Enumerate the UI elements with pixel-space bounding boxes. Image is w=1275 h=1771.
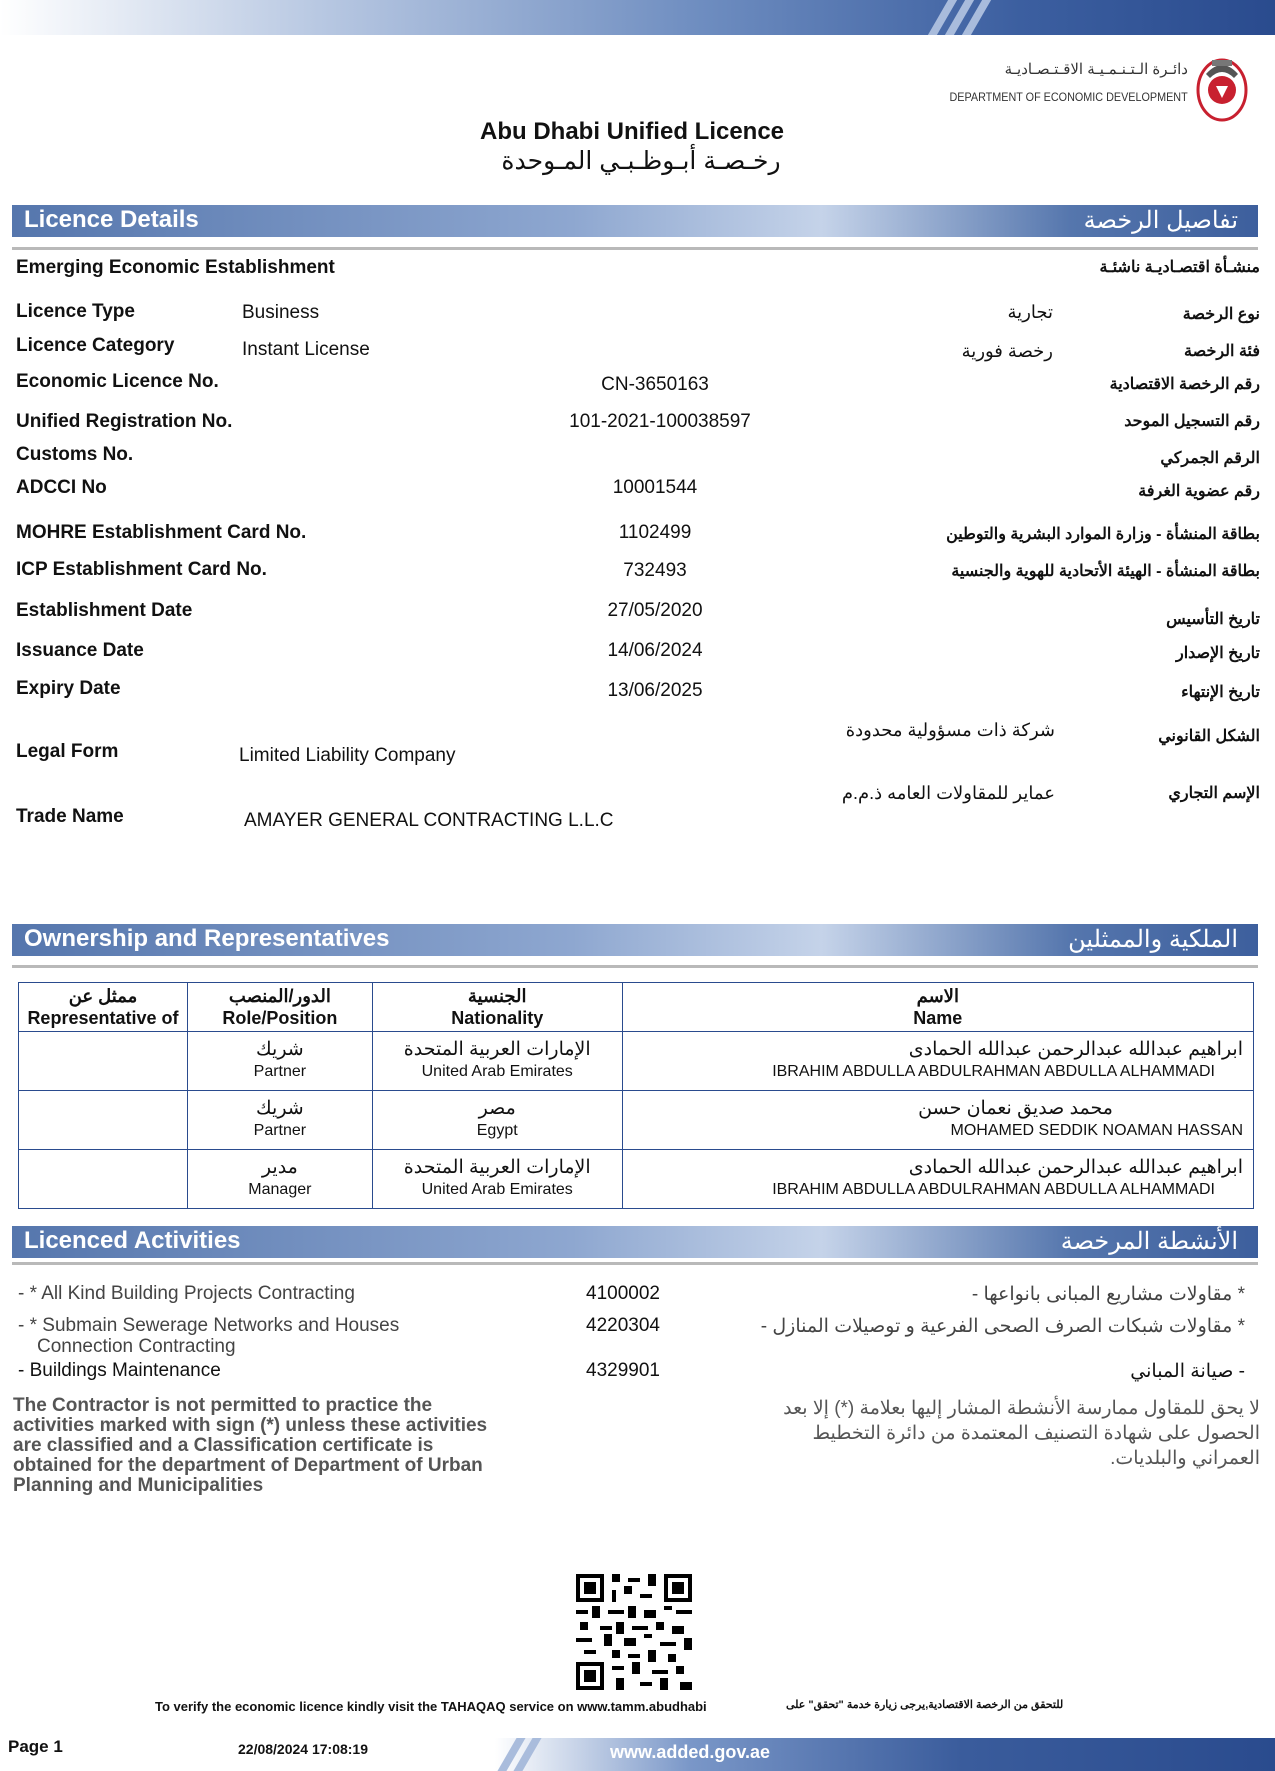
print-datetime: 22/08/2024 17:08:19	[238, 1741, 368, 1757]
issuance-date-value: 14/06/2024	[607, 640, 703, 661]
establishment-type-ar: منشـأة اقتصـاديـة ناشئـة	[1099, 259, 1260, 276]
nationality-ar: الإمارات العربية المتحدة	[403, 1157, 591, 1178]
verify-text-en: To verify the economic licence kindly visit the TAHAQAQ service on www.tamm.abudhabi	[155, 1699, 707, 1714]
website-link[interactable]: www.added.gov.ae	[610, 1742, 771, 1762]
icp-card-no-label-ar: بطاقة المنشأة - الهيئة الأتحادية للهوية والجنسية	[951, 563, 1260, 580]
section-title-ar: تفاصيل الرخصة	[1083, 207, 1238, 234]
representative-cell	[19, 1091, 188, 1150]
activity-code: 4329901	[586, 1360, 660, 1381]
mohre-card-no-label: MOHRE Establishment Card No.	[16, 522, 307, 543]
trade-name-label-ar: الإسم التجاري	[1168, 785, 1260, 802]
name-cell	[622, 1091, 1253, 1150]
mohre-card-no-label-ar: بطاقة المنشأة - وزارة الموارد البشرية والتوطين	[946, 526, 1260, 543]
contractor-note-en: The Contractor is not permitted to practice the activities marked with sign (*) unless these activities are classified and a Classification certificate is obtained for the department of Department of Urban Planning and Municipalities	[13, 1395, 488, 1496]
licence-type-label-ar: نوع الرخصة	[1182, 306, 1260, 323]
name-ar: ابراهيم عبدالله عبدالرحمن عبدالله الحمادى	[908, 1157, 1243, 1178]
table-row	[19, 1150, 1254, 1209]
establishment-date-label-ar: تاريخ التأسيس	[1166, 611, 1260, 628]
footer-banner	[495, 1738, 1275, 1771]
licence-type-value: Business	[242, 302, 320, 323]
name-en: IBRAHIM ABDULLA ABDULRAHMAN ABDULLA ALHAMMADI	[772, 1063, 1215, 1080]
section-title-en: Licenced Activities	[24, 1227, 241, 1254]
issuance-date-label: Issuance Date	[16, 640, 144, 661]
mohre-card-no-value: 1102499	[618, 522, 692, 543]
section-title-en: Ownership and Representatives	[24, 925, 390, 952]
department-logo	[950, 52, 1260, 127]
role-cell	[187, 1150, 372, 1209]
legal-form-value: Limited Liability Company	[239, 745, 456, 766]
column-header	[372, 983, 622, 1032]
establishment-date-value: 27/05/2020	[607, 600, 703, 621]
page-number: Page 1	[8, 1737, 63, 1756]
column-header	[19, 983, 188, 1032]
unified-registration-no-label: Unified Registration No.	[16, 411, 233, 432]
economic-licence-no-value: CN-3650163	[601, 374, 709, 395]
table-row	[19, 1091, 1254, 1150]
expiry-date-value: 13/06/2025	[607, 680, 703, 701]
name-ar: ابراهيم عبدالله عبدالرحمن عبدالله الحمادى	[908, 1039, 1243, 1060]
section-title-en: Licence Details	[24, 206, 199, 233]
divider	[12, 1262, 1258, 1265]
icp-card-no-value: 732493	[623, 560, 687, 581]
column-header	[622, 983, 1253, 1032]
document-title-ar: رخـصـة أبـوظـبـي المـوحدة	[501, 147, 781, 175]
verify-text-ar: للتحقق من الرخصة الاقتصادية,يرجى زيارة خدمة "تحقق" على	[786, 1699, 1064, 1711]
establishment-date-label: Establishment Date	[16, 600, 193, 621]
column-header	[187, 983, 372, 1032]
economic-licence-no-label: Economic Licence No.	[16, 371, 219, 392]
nationality-cell	[372, 1150, 622, 1209]
customs-no-label: Customs No.	[16, 444, 134, 465]
ownership-table	[18, 982, 1254, 1209]
nationality-ar: الإمارات العربية المتحدة	[403, 1039, 591, 1060]
dept-name-en: DEPARTMENT OF ECONOMIC DEVELOPMENT	[949, 90, 1188, 104]
table-row	[19, 1032, 1254, 1091]
role-ar: شريك	[256, 1039, 304, 1060]
activity-code: 4220304	[586, 1315, 660, 1336]
issuance-date-label-ar: تاريخ الإصدار	[1175, 645, 1260, 662]
column-header-en: Representative of	[27, 1008, 179, 1028]
name-en: MOHAMED SEDDIK NOAMAN HASSAN	[950, 1122, 1243, 1139]
table-header-row	[19, 983, 1254, 1032]
licence-category-value: Instant License	[242, 339, 370, 360]
column-header-en: Role/Position	[222, 1008, 338, 1028]
dept-name-ar: دائـرة الـتـنـمـيـة الاقـتـصـاديـة	[1004, 61, 1188, 78]
nationality-cell	[372, 1091, 622, 1150]
icp-card-no-label: ICP Establishment Card No.	[16, 559, 267, 580]
adcci-no-label-ar: رقم عضوية الغرفة	[1138, 483, 1260, 500]
legal-form-value-ar: شركة ذات مسؤولية محدودة	[845, 720, 1055, 740]
activity-ar: * مقاولات شبكات الصرف الصحى الفرعية و توصيلات المنازل -	[760, 1316, 1245, 1337]
role-en: Partner	[253, 1122, 307, 1139]
section-title-ar: الأنشطة المرخصة	[1060, 1228, 1238, 1255]
legal-form-label-ar: الشكل القانوني	[1158, 728, 1260, 745]
section-title-ar: الملكية والممثلين	[1068, 926, 1238, 953]
top-banner	[0, 0, 1275, 35]
adcci-no-value: 10001544	[612, 477, 698, 498]
licence-type-value-ar: تجارية	[1007, 302, 1053, 322]
licence-details-header	[12, 205, 1258, 237]
name-ar: محمد صديق نعمان حسن	[918, 1098, 1113, 1119]
licence-type-label: Licence Type	[16, 301, 135, 322]
activity-en: - * All Kind Building Projects Contracting	[18, 1283, 355, 1304]
representative-cell	[19, 1032, 188, 1091]
activity-en-continued: Connection Contracting	[37, 1336, 236, 1357]
legal-form-label: Legal Form	[16, 741, 119, 762]
activity-code: 4100002	[586, 1283, 660, 1304]
name-cell	[622, 1150, 1253, 1209]
nationality-ar: مصر	[478, 1098, 516, 1119]
divider	[12, 965, 1258, 968]
ownership-header	[12, 924, 1258, 956]
qr-code-icon	[576, 1574, 692, 1690]
document-title-en: Abu Dhabi Unified Licence	[480, 118, 785, 145]
name-en: IBRAHIM ABDULLA ABDULRAHMAN ABDULLA ALHAMMADI	[772, 1181, 1215, 1198]
trade-name-label: Trade Name	[16, 806, 124, 827]
expiry-date-label: Expiry Date	[16, 678, 121, 699]
nationality-en: Egypt	[476, 1122, 518, 1139]
role-ar: مدير	[261, 1157, 298, 1178]
column-header-ar: الدور/المنصب	[228, 986, 331, 1006]
adcci-no-label: ADCCI No	[16, 477, 107, 498]
nationality-en: United Arab Emirates	[421, 1181, 573, 1198]
nationality-en: United Arab Emirates	[421, 1063, 573, 1080]
divider	[12, 247, 1258, 250]
licence-category-value-ar: رخصة فورية	[961, 341, 1053, 361]
customs-no-label-ar: الرقم الجمركي	[1160, 450, 1260, 467]
name-cell	[622, 1032, 1253, 1091]
licence-category-label-ar: فئة الرخصة	[1184, 343, 1260, 360]
licence-category-label: Licence Category	[16, 335, 175, 356]
unified-registration-no-value: 101-2021-100038597	[569, 411, 751, 432]
falcon-emblem-icon	[1194, 52, 1250, 124]
activity-ar: * مقاولات مشاريع المبانى بانواعها -	[971, 1284, 1245, 1305]
column-header-en: Nationality	[451, 1008, 544, 1028]
column-header-ar: ممثل عن	[68, 986, 138, 1006]
role-cell	[187, 1032, 372, 1091]
activity-ar: - صيانة المباني	[1130, 1361, 1245, 1382]
contractor-note-ar: لا يحق للمقاول ممارسة الأنشطة المشار إليها بعلامة (*) إلا بعد الحصول على شهادة التصنيف المعتمدة من دائرة التخطيط العمراني والبلديات.	[783, 1398, 1260, 1469]
expiry-date-label-ar: تاريخ الإنتهاء	[1181, 684, 1260, 701]
role-cell	[187, 1091, 372, 1150]
column-header-ar: الجنسية	[467, 986, 527, 1006]
economic-licence-no-label-ar: رقم الرخصة الاقتصادية	[1109, 376, 1260, 393]
role-ar: شريك	[256, 1098, 304, 1119]
establishment-type-en: Emerging Economic Establishment	[16, 257, 335, 278]
trade-name-value: AMAYER GENERAL CONTRACTING L.L.C	[244, 810, 614, 831]
column-header-en: Name	[913, 1008, 963, 1028]
role-en: Manager	[248, 1181, 312, 1198]
role-en: Partner	[253, 1063, 307, 1080]
activity-en: - Buildings Maintenance	[18, 1360, 221, 1381]
trade-name-value-ar: عماير للمقاولات العامه ذ.م.م	[841, 783, 1055, 803]
column-header-ar: الاسم	[916, 986, 959, 1006]
activities-header	[12, 1226, 1258, 1258]
unified-registration-no-label-ar: رقم التسجيل الموحد	[1124, 413, 1260, 430]
nationality-cell	[372, 1032, 622, 1091]
activity-en: - * Submain Sewerage Networks and Houses	[18, 1315, 400, 1336]
representative-cell	[19, 1150, 188, 1209]
